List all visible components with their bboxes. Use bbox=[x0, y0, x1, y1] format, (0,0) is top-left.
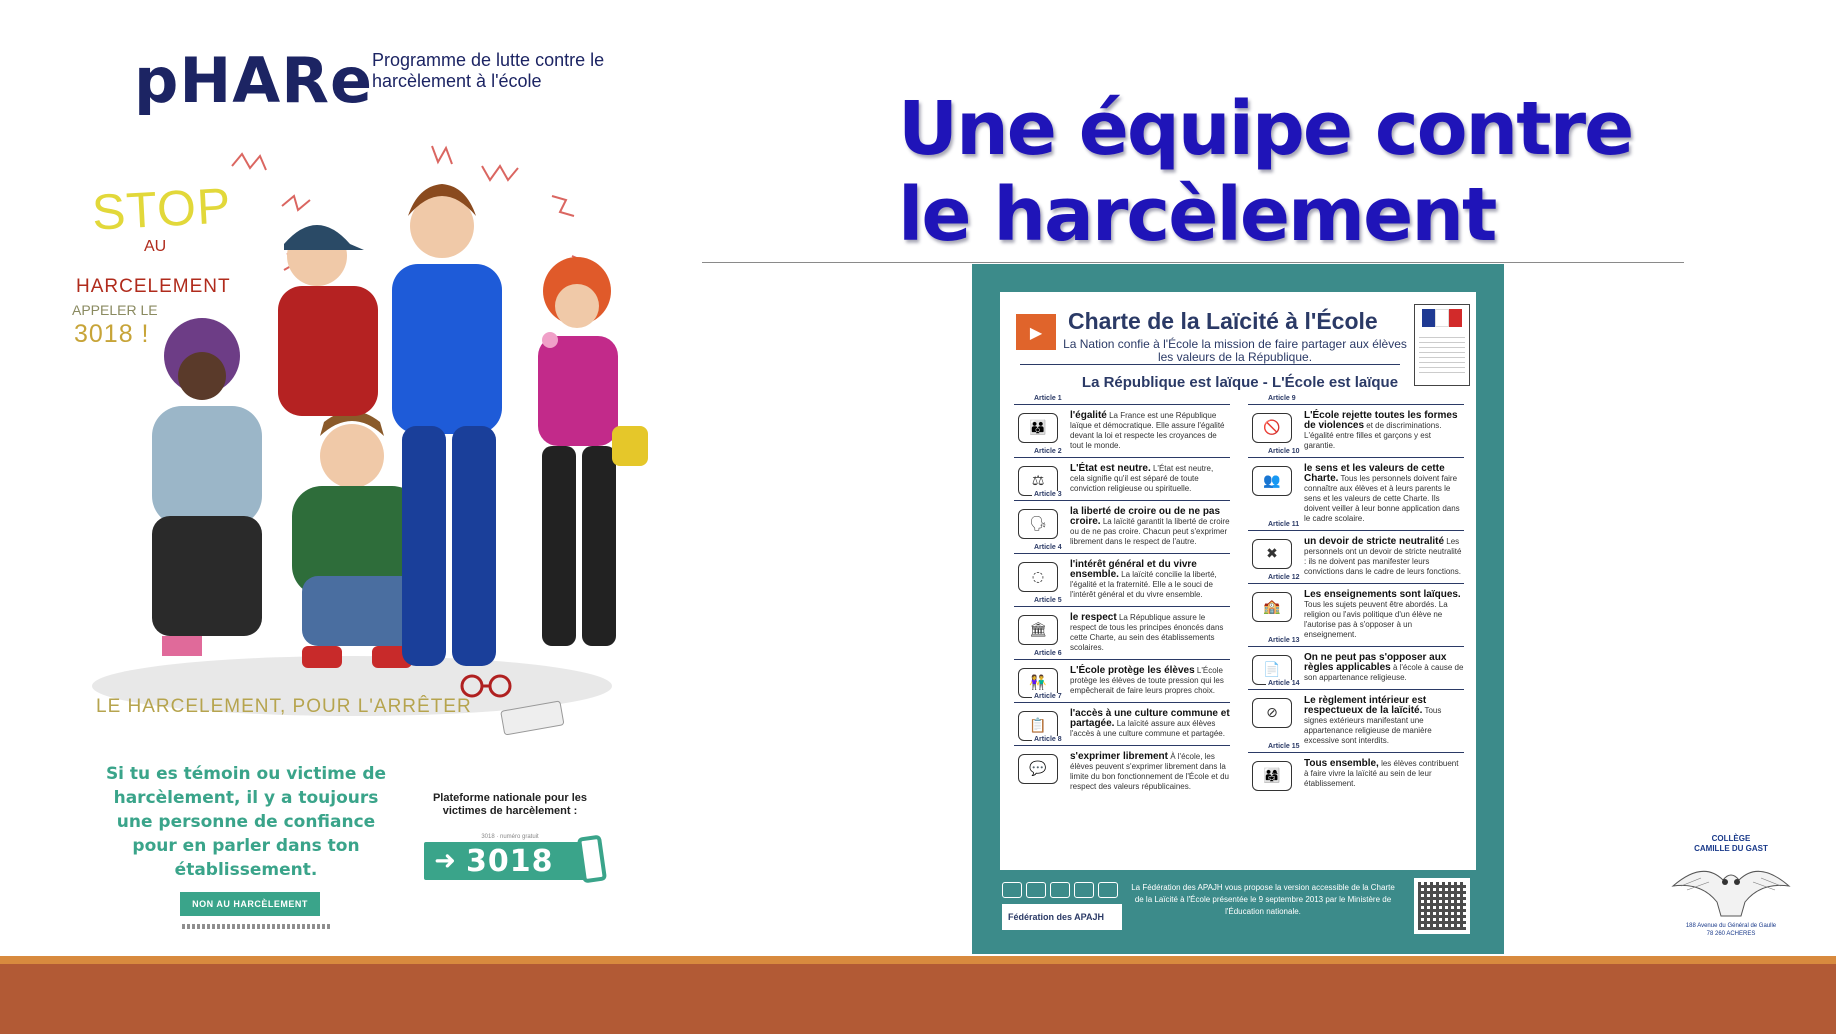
article-body: La laïcité concilie la liberté, l'égalité et la fraternité. Elle a le souci de l'intérêt général et du vivre ensemble. bbox=[1070, 570, 1217, 599]
article-body: La République assure le respect de tous les principes énoncés dans cette Charte, au sein des établissements scolaires. bbox=[1070, 613, 1224, 652]
article-bold: l'accès à une culture commune et partagée. bbox=[1070, 708, 1230, 729]
article-bold: l'intérêt général et du vivre ensemble. bbox=[1070, 559, 1197, 580]
pictogram-icon bbox=[1098, 882, 1118, 898]
article-bold: L'École rejette toutes les formes de violences bbox=[1304, 410, 1458, 431]
charte-articles bbox=[1014, 395, 1466, 864]
pictogram-icon bbox=[1002, 882, 1022, 898]
article-text bbox=[1070, 464, 1230, 494]
pictogram-icon bbox=[1074, 882, 1094, 898]
article-text bbox=[1304, 590, 1464, 640]
charte-article bbox=[1014, 597, 1230, 653]
stop-number: 3018 ! bbox=[74, 320, 150, 348]
college-address-line1: 188 Avenue du Général de Gaulle bbox=[1685, 923, 1777, 929]
charte-subtitle: La Nation confie à l'École la mission de faire partager aux élèves les valeurs de la République. bbox=[1063, 337, 1407, 364]
article-number: Article 15 bbox=[1268, 743, 1300, 750]
article-body: et de discriminations. L'égalité entre filles et garçons y est garantie. bbox=[1304, 421, 1442, 450]
article-text bbox=[1304, 464, 1464, 524]
college-name-line1: COLLÈGE bbox=[1711, 834, 1751, 843]
non-harcelement-banner: NON AU HARCÈLEMENT bbox=[180, 892, 320, 916]
article-bold: un devoir de stricte neutralité bbox=[1304, 536, 1445, 547]
hotline-badge bbox=[424, 842, 590, 880]
article-text bbox=[1070, 666, 1230, 696]
apajh-logo: Fédération des APAJH bbox=[1002, 904, 1122, 930]
charte-article bbox=[1014, 693, 1230, 739]
phare-logo-word: pHARe bbox=[134, 44, 374, 117]
phone-icon bbox=[577, 835, 607, 884]
article-text bbox=[1304, 411, 1464, 451]
article-pictogram-icon: 📋 bbox=[1018, 711, 1058, 741]
stop-bottom-text: LE HARCELEMENT, POUR L'ARRÊTER bbox=[96, 696, 472, 717]
stop-appeler: APPELER LE bbox=[72, 302, 158, 318]
article-body: La France est une République laïque et démocratique. Elle assure l'égalité devant la loi et respecte les croyances de tout le monde. bbox=[1070, 411, 1225, 450]
article-number: Article 14 bbox=[1268, 680, 1300, 687]
charte-article bbox=[1014, 395, 1230, 451]
article-bold: L'État est neutre. bbox=[1070, 463, 1151, 474]
article-bold: On ne peut pas s'opposer aux règles applicables bbox=[1304, 652, 1447, 673]
plateforme-label: Plateforme nationale pour les victimes de harcèlement : bbox=[432, 792, 588, 817]
article-number: Article 3 bbox=[1034, 491, 1062, 498]
article-number: Article 10 bbox=[1268, 448, 1300, 455]
article-number: Article 13 bbox=[1268, 637, 1300, 644]
article-number: Article 11 bbox=[1268, 521, 1300, 528]
charte-article bbox=[1248, 521, 1464, 577]
articles-right-column bbox=[1248, 395, 1464, 795]
article-body: La laïcité assure aux élèves l'accès à une culture commune et partagée. bbox=[1070, 719, 1225, 738]
article-body: Tous signes extérieurs manifestant une appartenance religieuse de manière excessive sont interdits. bbox=[1304, 706, 1442, 745]
article-pictogram-icon: 💬 bbox=[1018, 754, 1058, 784]
article-text bbox=[1070, 507, 1230, 547]
article-pictogram-icon: 🏫 bbox=[1252, 592, 1292, 622]
federation-text: La Fédération des APAJH vous propose la version accessible de la Charte de la Laïcité à l'École présentée le 9 septembre 2013 par le Ministère de l'Éducation nationale. bbox=[1131, 883, 1395, 916]
article-text bbox=[1070, 411, 1230, 451]
article-text bbox=[1304, 537, 1464, 577]
college-name-line2: CAMILLE DU GAST bbox=[1694, 844, 1768, 853]
article-pictogram-icon: 👥 bbox=[1252, 466, 1292, 496]
article-bold: L'École protège les élèves bbox=[1070, 665, 1195, 676]
stop-harc: HARCELEMENT bbox=[76, 276, 231, 297]
charte-article bbox=[1014, 448, 1230, 494]
charte-republic-heading: La République est laïque - L'École est laïque bbox=[1081, 374, 1399, 391]
phare-tagline: Programme de lutte contre le harcèlement à l'école bbox=[372, 50, 605, 91]
article-body: L'État est neutre, cela signifie qu'il est séparé de toute conviction religieuse ou spirituelle. bbox=[1070, 464, 1214, 493]
article-body: Tous les sujets peuvent être abordés. La religion ou l'avis politique d'un élève ne l'autorise pas à s'opposer à un enseignement. bbox=[1304, 600, 1448, 639]
article-body: À l'école, les élèves peuvent s'exprimer librement dans la limite du bon fonctionnement de l'École et du respect des valeurs républicaines. bbox=[1070, 752, 1229, 791]
article-body: à l'école à cause de son appartenance religieuse. bbox=[1304, 663, 1464, 682]
article-bold: la liberté de croire ou de ne pas croire. bbox=[1070, 506, 1221, 527]
charte-article bbox=[1248, 680, 1464, 746]
charte-article bbox=[1248, 395, 1464, 451]
charte-article bbox=[1248, 637, 1464, 683]
article-pictogram-icon: 📄 bbox=[1252, 655, 1292, 685]
charte-footer bbox=[1000, 878, 1476, 942]
phare-poster bbox=[52, 40, 692, 940]
charte-article bbox=[1014, 544, 1230, 600]
article-pictogram-icon: ◌ bbox=[1018, 562, 1058, 592]
article-number: Article 4 bbox=[1034, 544, 1062, 551]
article-pictogram-icon: ⚖ bbox=[1018, 466, 1058, 496]
hotline-number: 3018 bbox=[466, 843, 554, 879]
article-text bbox=[1070, 709, 1230, 739]
article-number: Article 7 bbox=[1034, 693, 1062, 700]
article-number: Article 2 bbox=[1034, 448, 1062, 455]
article-body: La laïcité garantit la liberté de croire ou de ne pas croire. Chacun peut s'exprimer librement dans le respect de l'autre. bbox=[1070, 517, 1230, 546]
charte-article bbox=[1014, 491, 1230, 547]
article-number: Article 6 bbox=[1034, 650, 1062, 657]
charte-article bbox=[1248, 448, 1464, 524]
charte-sheet bbox=[1000, 292, 1476, 870]
article-bold: Le règlement intérieur est respectueux de la laïcité. bbox=[1304, 695, 1427, 716]
article-number: Article 12 bbox=[1268, 574, 1300, 581]
article-text bbox=[1304, 696, 1464, 746]
article-bold: le sens et les valeurs de cette Charte. bbox=[1304, 463, 1445, 484]
arrow-icon: ➜ bbox=[434, 846, 456, 876]
phare-logo bbox=[134, 42, 374, 122]
article-pictogram-icon: 🗣 bbox=[1018, 509, 1058, 539]
article-bold: Tous ensemble, bbox=[1304, 758, 1379, 769]
article-bold: Les enseignements sont laïques. bbox=[1304, 589, 1461, 600]
article-text bbox=[1070, 560, 1230, 600]
stop-au: AU bbox=[144, 238, 167, 255]
temoin-message: Si tu es témoin ou victime de harcèlement, il y a toujours une personne de confiance pour en parler dans ton établissement. bbox=[105, 764, 387, 880]
qr-code-icon bbox=[1414, 878, 1470, 934]
stop-title: STOP bbox=[90, 177, 233, 241]
article-text bbox=[1304, 759, 1464, 789]
article-text bbox=[1304, 653, 1464, 683]
article-pictogram-icon: 🚫 bbox=[1252, 413, 1292, 443]
pictogram-icon bbox=[1050, 882, 1070, 898]
pictogram-row bbox=[1002, 882, 1118, 898]
college-address-line2: 78 260 ACHERES bbox=[1706, 931, 1756, 937]
owl-icon bbox=[1671, 856, 1791, 918]
article-bold: l'égalité bbox=[1070, 410, 1107, 421]
video-icon: ▶ bbox=[1016, 314, 1056, 350]
charte-divider bbox=[1020, 364, 1400, 365]
articles-left-column bbox=[1014, 395, 1230, 798]
charte-article bbox=[1248, 743, 1464, 789]
article-pictogram-icon: 👫 bbox=[1018, 668, 1058, 698]
poster-illustration bbox=[52, 126, 692, 746]
article-number: Article 9 bbox=[1268, 395, 1296, 402]
charte-laicite bbox=[972, 264, 1504, 954]
article-body: Tous les personnels doivent faire connaître aux élèves et à leurs parents le sens et les valeurs de cette Charte. Ils doivent veiller à leur bonne application dans le cadre scolaire. bbox=[1304, 474, 1460, 523]
poster-footer-logos bbox=[182, 924, 332, 929]
title-divider bbox=[702, 262, 1684, 263]
article-bold: le respect bbox=[1070, 612, 1117, 623]
article-pictogram-icon: 🏛 bbox=[1018, 615, 1058, 645]
article-body: les élèves contribuent à faire vivre la laïcité au sein de leur établissement. bbox=[1304, 759, 1459, 788]
article-pictogram-icon: ⊘ bbox=[1252, 698, 1292, 728]
charte-article bbox=[1014, 736, 1230, 792]
article-body: Les personnels ont un devoir de stricte neutralité : ils ne doivent pas manifester leurs convictions dans le cadre de leurs fonctions. bbox=[1304, 537, 1462, 576]
article-number: Article 8 bbox=[1034, 736, 1062, 743]
charte-title: Charte de la Laïcité à l'École bbox=[1068, 308, 1378, 334]
article-text bbox=[1070, 752, 1230, 792]
article-text bbox=[1070, 613, 1230, 653]
article-number: Article 5 bbox=[1034, 597, 1062, 604]
plateforme-sub: 3018 · numéro gratuit bbox=[481, 834, 539, 840]
article-body: L'École protège les élèves de toute pression qui les empêcherait de faire leurs propres choix. bbox=[1070, 666, 1224, 695]
footer-band-accent bbox=[0, 956, 1836, 964]
college-logo bbox=[1656, 834, 1806, 944]
charte-article bbox=[1248, 574, 1464, 640]
article-pictogram-icon: 👪 bbox=[1018, 413, 1058, 443]
article-number: Article 1 bbox=[1034, 395, 1062, 402]
footer-band bbox=[0, 964, 1836, 1034]
pictogram-icon bbox=[1026, 882, 1046, 898]
article-bold: s'exprimer librement bbox=[1070, 751, 1168, 762]
article-pictogram-icon: ✖ bbox=[1252, 539, 1292, 569]
slide-title: Une équipe contre le harcèlement bbox=[898, 86, 1633, 258]
charte-article bbox=[1014, 650, 1230, 696]
article-pictogram-icon: 👨‍👩‍👧 bbox=[1252, 761, 1292, 791]
